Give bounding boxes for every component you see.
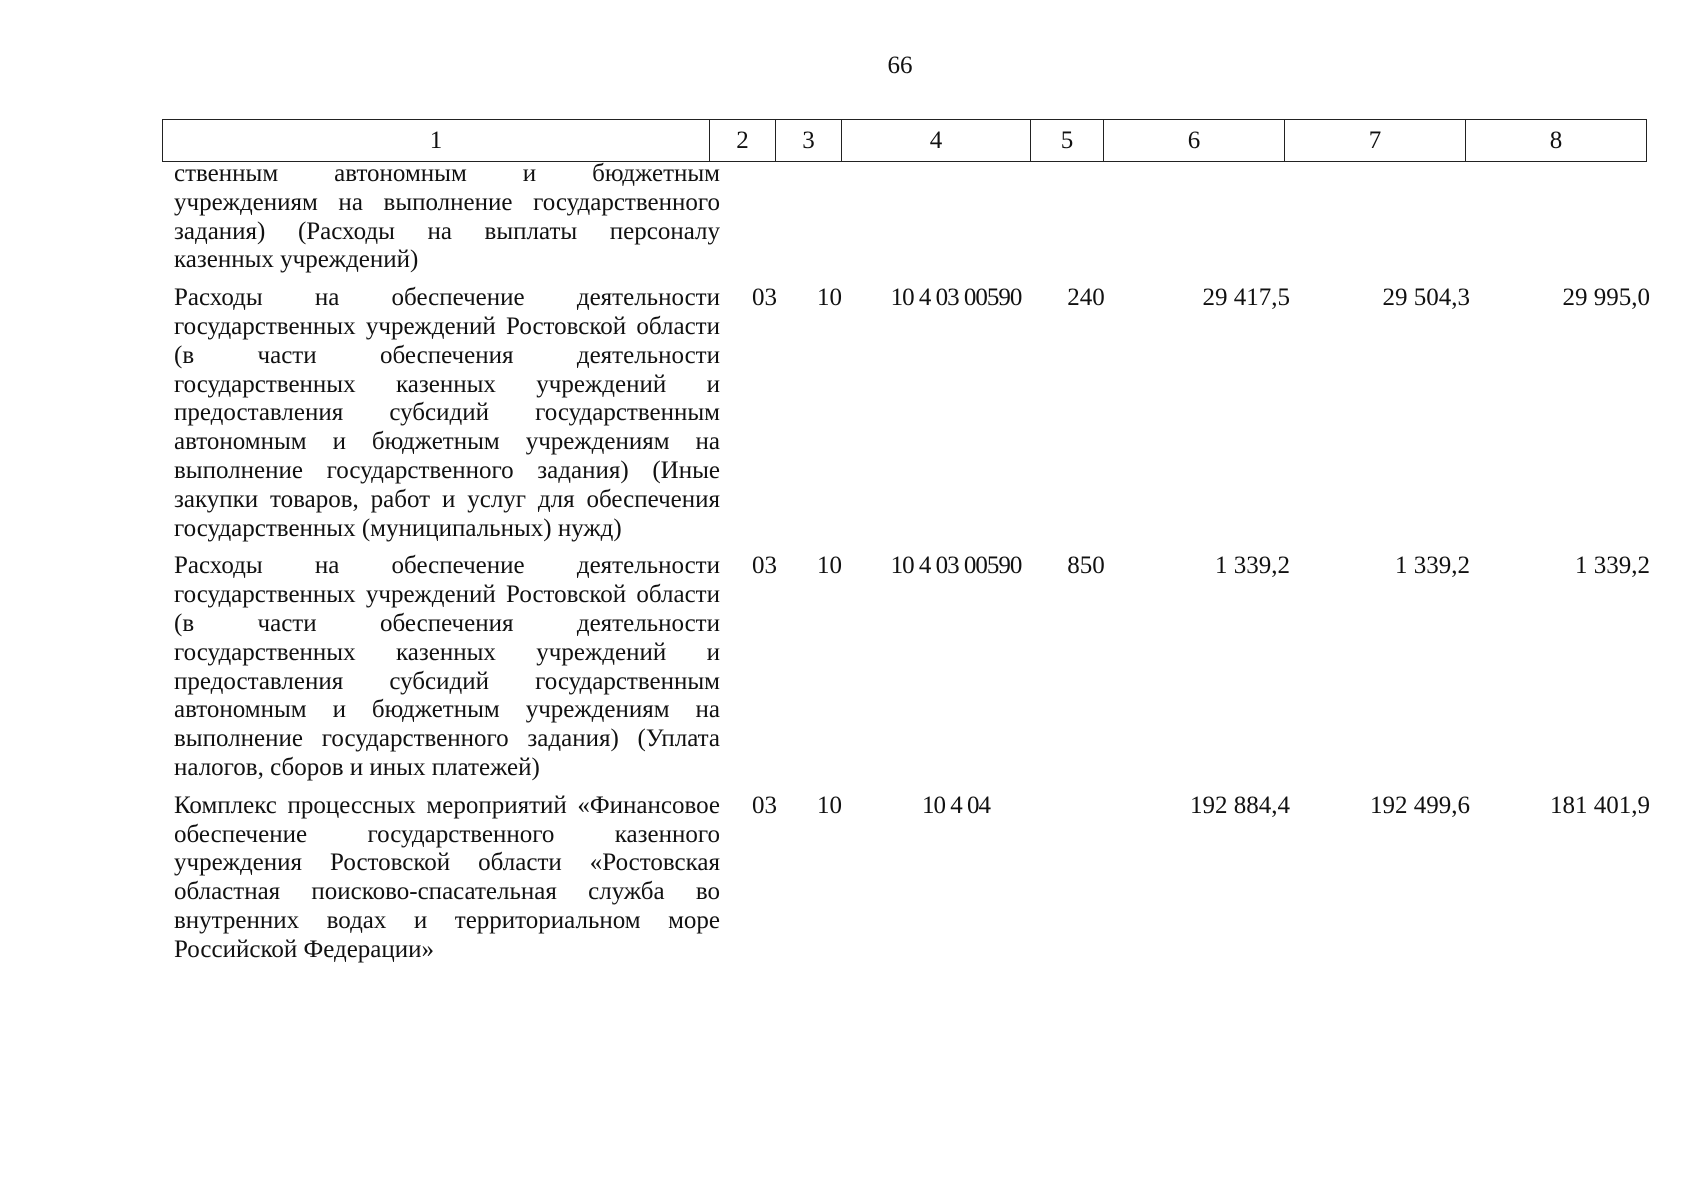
- budget-table: [162, 160, 1662, 974]
- header-row: [163, 120, 1647, 162]
- header-col-7: 7: [1285, 120, 1466, 162]
- row-section: 03: [752, 552, 777, 580]
- header-col-1: 1: [163, 120, 710, 162]
- row-section: 03: [752, 791, 777, 819]
- row-amount-2: 1 339,2: [1395, 552, 1470, 580]
- row-subsection: 10: [817, 552, 842, 580]
- table-header: [162, 119, 1647, 162]
- row-amount-3: 1 339,2: [1575, 552, 1650, 580]
- page-number: 66: [887, 52, 913, 79]
- header-col-6: 6: [1104, 120, 1285, 162]
- row-description: ственным автономным и бюджетным учреждениям на выполнение государственного задания) (Расходы на выплаты персоналу казенных учреждений): [174, 160, 720, 274]
- row-amount-1: 192 884,4: [1190, 791, 1290, 819]
- row-description: Расходы на обеспечение деятельности государственных учреждений Ростовской области (в части обеспечения деятельности государственных казенных учреждений и предоставления субсидий государственным автономным и бюджетным учреждениям на выполнение государственного задания) (Иные закупки товаров, работ и услуг для обеспечения государственных (муниципальных) нужд): [174, 284, 720, 542]
- row-description: Расходы на обеспечение деятельности государственных учреждений Ростовской области (в части обеспечения деятельности государственных казенных учреждений и предоставления субсидий государственным автономным и бюджетным учреждениям на выполнение государственного задания) (Уплата налогов, сборов и иных платежей): [174, 552, 720, 781]
- row-expense-type: 850: [1067, 552, 1105, 580]
- header-col-3: 3: [776, 120, 842, 162]
- row-target-code: 10 4 03 00590: [890, 284, 1022, 312]
- row-section: 03: [752, 284, 777, 312]
- row-amount-3: 181 401,9: [1550, 791, 1650, 819]
- row-amount-1: 29 417,5: [1202, 284, 1290, 312]
- row-description: Комплекс процессных мероприятий «Финансовое обеспечение государственного казенного учреждения Ростовской области «Ростовская областная поисково-спасательная служба во внутренних водах и территориальном море Российской Федерации»: [174, 791, 720, 963]
- row-amount-2: 29 504,3: [1382, 284, 1470, 312]
- row-amount-1: 1 339,2: [1215, 552, 1290, 580]
- table-row: [162, 552, 1662, 791]
- row-subsection: 10: [817, 284, 842, 312]
- header-col-5: 5: [1031, 120, 1104, 162]
- header-col-2: 2: [710, 120, 776, 162]
- row-target-code: 10 4 04: [922, 791, 990, 819]
- row-target-code: 10 4 03 00590: [890, 552, 1022, 580]
- header-col-8: 8: [1466, 120, 1647, 162]
- row-subsection: 10: [817, 791, 842, 819]
- header-col-4: 4: [842, 120, 1031, 162]
- table-row: [162, 284, 1662, 552]
- row-amount-2: 192 499,6: [1370, 791, 1470, 819]
- row-expense-type: [1050, 792, 1122, 974]
- row-expense-type: 240: [1067, 284, 1105, 312]
- row-amount-3: 29 995,0: [1562, 284, 1650, 312]
- table-row: [162, 792, 1662, 974]
- table-row-continuation: [162, 160, 1662, 284]
